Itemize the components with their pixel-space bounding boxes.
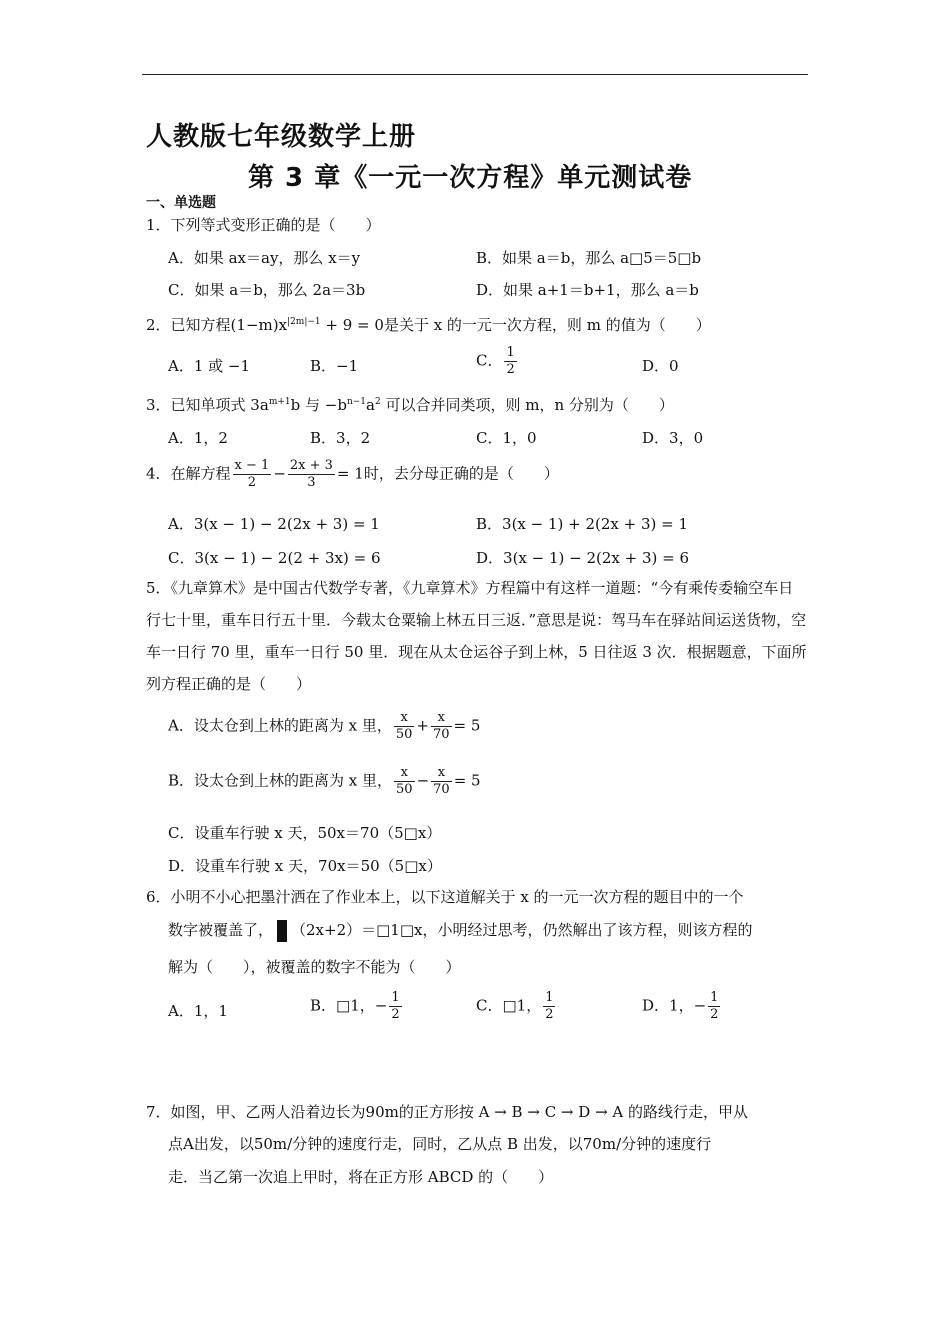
fraction-numerator: 1 <box>506 345 515 360</box>
question-2-option-d[interactable]: D．0 <box>642 357 679 375</box>
question-6-option-d[interactable] <box>642 990 722 1023</box>
question-7-line-2: 点A出发，以50m/分钟的速度行走，同时，乙从点 B 出发，以70m/分钟的速度行 <box>168 1135 712 1153</box>
question-4-stem <box>146 458 559 491</box>
question-3-option-b[interactable]: B．3，2 <box>310 429 371 447</box>
question-6-line-2-post: （2x+2）＝□1□x，小明经过思考，仍然解出了该方程，则该方程的 <box>291 921 753 939</box>
question-2-equation-tail: + 9 = 0 <box>320 316 384 334</box>
fraction-denominator: 2 <box>545 1007 554 1022</box>
question-6-option-b-fraction <box>389 990 401 1023</box>
fraction-denominator: 3 <box>307 475 316 490</box>
question-4-fraction-2 <box>288 458 335 491</box>
fraction-denominator: 2 <box>710 1007 719 1022</box>
question-6-line-2-pre: 数字被覆盖了， <box>168 921 274 939</box>
question-2-stem-post: 是关于 x 的一元一次方程，则 m 的值为（ ） <box>383 316 711 334</box>
question-6-line-2 <box>168 919 752 942</box>
question-4-option-d[interactable]: D．3(x − 1) − 2(2x + 3) = 6 <box>476 549 690 567</box>
question-5-option-a-text: A．设太仓到上林的距离为 x 里， <box>168 716 392 735</box>
question-6-option-d-fraction <box>708 990 720 1023</box>
fraction-denominator: 50 <box>395 727 413 742</box>
fraction-denominator: 50 <box>396 782 413 797</box>
question-3-stem-post: 可以合并同类项，则 m，n 分别为（ ） <box>380 396 674 414</box>
question-7-line-3: 走．当乙第一次追上甲时，将在正方形 ABCD 的（ ） <box>168 1168 554 1186</box>
question-5-option-b[interactable] <box>168 765 481 798</box>
question-6-option-b[interactable] <box>310 990 404 1023</box>
fraction-numerator: x − 1 <box>234 458 270 473</box>
question-3-option-d[interactable]: D．3，0 <box>642 429 704 447</box>
fraction-numerator: x <box>394 710 415 727</box>
question-3-mid: b 与 −b <box>290 396 347 414</box>
question-2-option-c[interactable] <box>476 345 519 378</box>
section-heading: 一、单选题 <box>146 195 216 211</box>
question-1-option-d[interactable]: D．如果 a+1＝b+1，那么 a＝b <box>476 281 699 299</box>
fraction-denominator: 2 <box>506 362 515 377</box>
question-3-mid2: a <box>366 396 375 414</box>
question-3-exp3: 2 <box>374 397 381 407</box>
question-4-stem-post: 时，去分母正确的是（ ） <box>363 464 559 483</box>
question-4-option-c[interactable]: C．3(x − 1) − 2(2 + 3x) = 6 <box>168 549 381 567</box>
question-4-option-a[interactable]: A．3(x − 1) − 2(2x + 3) = 1 <box>168 515 380 533</box>
fraction-numerator: 1 <box>391 990 400 1005</box>
document-subtitle: 第 3 章《一元一次方程》单元测试卷 <box>248 163 693 193</box>
question-3-option-c[interactable]: C．1，0 <box>476 429 537 447</box>
question-5-option-b-fraction-1 <box>394 765 415 798</box>
question-3-stem <box>146 394 674 415</box>
fraction-denominator: 70 <box>433 782 450 797</box>
question-5-option-c[interactable]: C．设重车行驶 x 天，50x＝70（5□x） <box>168 824 442 842</box>
question-4-option-b[interactable]: B．3(x − 1) + 2(2x + 3) = 1 <box>476 515 689 533</box>
question-1-option-b[interactable]: B．如果 a＝b，那么 a□5＝5□b <box>476 249 702 267</box>
question-2-option-a[interactable]: A．1 或 −1 <box>168 357 251 375</box>
fraction-denominator: 2 <box>391 1007 400 1022</box>
question-3-stem-pre: 3．已知单项式 3a <box>146 396 269 414</box>
question-5-option-b-op: − <box>416 771 430 790</box>
question-4-minus: − <box>273 464 286 483</box>
question-2-option-c-fraction <box>504 345 516 378</box>
question-1-stem: 1．下列等式变形正确的是（ ） <box>146 216 381 234</box>
question-7-line-1: 7．如图，甲、乙两人沿着边长为90m的正方形按 A → B → C → D → A 的路线行走，甲从 <box>146 1103 749 1121</box>
question-6-line-3: 解为（ ），被覆盖的数字不能为（ ） <box>168 958 461 976</box>
fraction-numerator: x <box>394 765 415 782</box>
question-2-equation: (1−m)x <box>230 316 288 334</box>
question-4-fraction-1 <box>233 458 272 491</box>
question-3-exp1: m+1 <box>268 397 291 407</box>
question-6-option-d-label: D．1，− <box>642 996 707 1015</box>
header-rule <box>142 74 808 75</box>
question-4-stem-pre: 4．在解方程 <box>146 464 231 483</box>
question-5-option-a-eq: = 5 <box>453 716 481 735</box>
question-4-eq: = 1 <box>336 464 364 483</box>
question-2-stem <box>146 314 711 335</box>
question-6-option-c[interactable] <box>476 990 557 1023</box>
question-6-option-b-label: B．□1，− <box>310 996 388 1015</box>
question-2-option-b[interactable]: B．−1 <box>310 357 359 375</box>
question-6-option-a[interactable]: A．1，1 <box>168 1002 228 1020</box>
question-3-option-a[interactable]: A．1，2 <box>168 429 228 447</box>
question-5-stem: 5．《九章算术》是中国古代数学专著，《九章算术》方程篇中有这样一道题：“今有乘传委输空车日行七十里，重车日行五十里．今载太仓粟输上林五日三返．”意思是说：驾马车在驿站间运送货物，空车一日行 70 里，重车一日行 50 里．现在从太仓运谷子到上林，5 日往返 3 次．根据题意，下面所列方程正确的是（ ） <box>146 579 807 693</box>
fraction-numerator: 1 <box>710 990 719 1005</box>
fraction-denominator: 2 <box>247 475 257 490</box>
question-5-option-b-eq: = 5 <box>453 771 481 790</box>
document-title: 人教版七年级数学上册 <box>146 122 417 152</box>
fraction-numerator: x <box>431 710 452 727</box>
question-6-option-c-label: C．□1， <box>476 996 542 1015</box>
question-5-option-b-fraction-2 <box>431 765 452 798</box>
question-3-exp2: n−1 <box>346 397 367 407</box>
question-2-stem-pre: 2．已知方程 <box>146 316 231 334</box>
question-2-option-c-label: C． <box>476 351 503 370</box>
question-5-option-a-fraction-1 <box>394 710 415 743</box>
ink-blot-icon <box>277 920 287 942</box>
question-1-option-a[interactable]: A．如果 ax＝ay，那么 x＝y <box>168 249 361 267</box>
question-1-option-c[interactable]: C．如果 a＝b，那么 2a＝3b <box>168 281 366 299</box>
fraction-denominator: 70 <box>432 727 450 742</box>
question-5-option-a-fraction-2 <box>431 710 452 743</box>
question-5-option-a[interactable] <box>168 710 480 743</box>
question-5-option-a-op: + <box>416 716 429 735</box>
question-5-option-b-text: B．设太仓到上林的距离为 x 里， <box>168 771 393 790</box>
question-2-exponent: |2m|−1 <box>287 317 321 327</box>
fraction-numerator: 2x + 3 <box>289 458 333 473</box>
fraction-numerator: x <box>431 765 452 782</box>
question-6-option-c-fraction <box>543 990 555 1023</box>
fraction-numerator: 1 <box>545 990 554 1005</box>
question-5-option-d[interactable]: D．设重车行驶 x 天，70x＝50（5□x） <box>168 857 442 875</box>
question-6-line-1: 6．小明不小心把墨汁洒在了作业本上，以下这道解关于 x 的一元一次方程的题目中的一个 <box>146 888 744 906</box>
